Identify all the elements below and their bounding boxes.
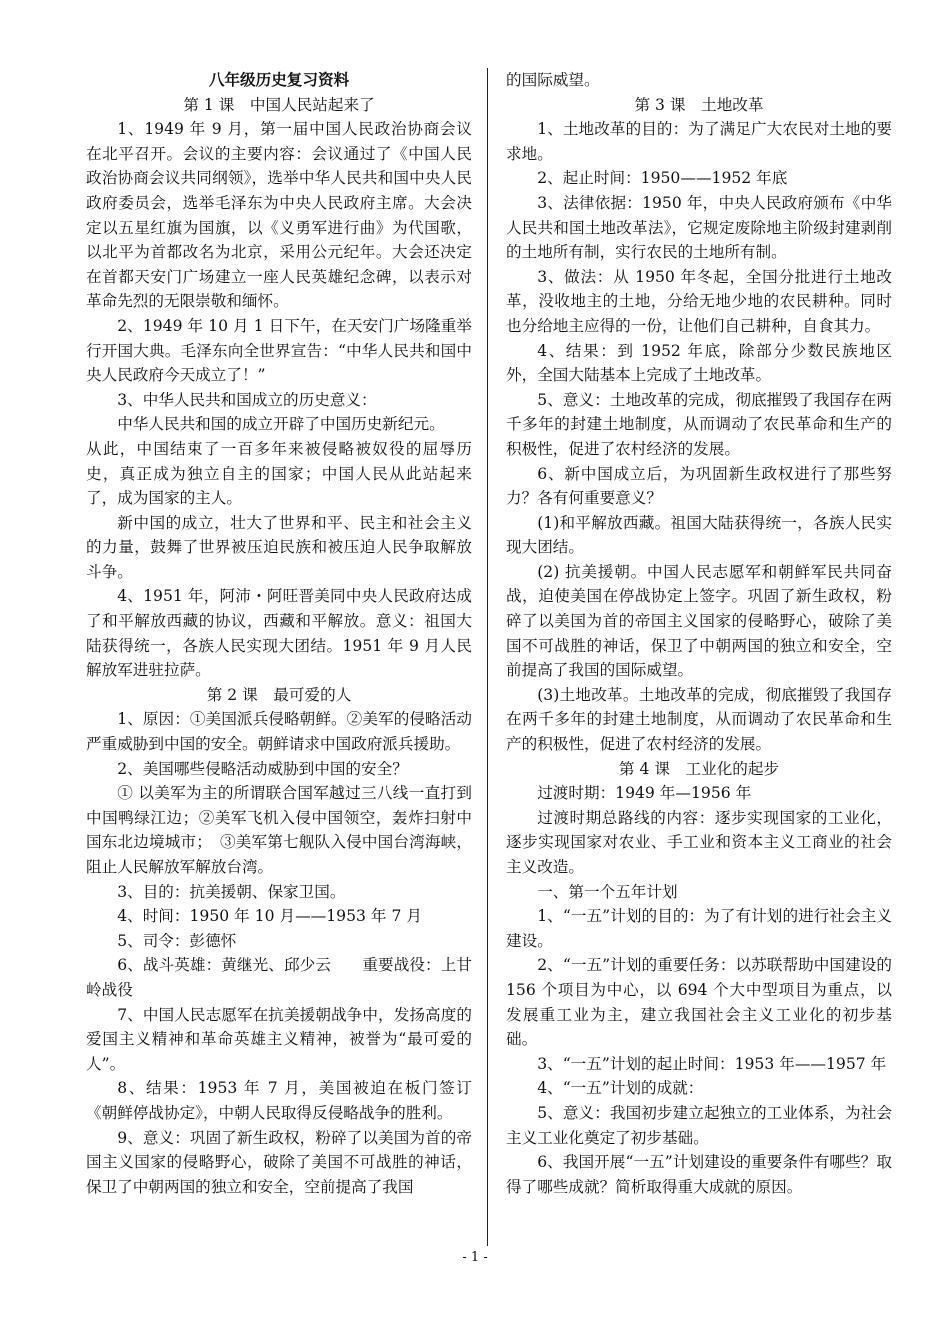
paragraph: ① 以美军为主的所谓联合国军越过三八线一直打到中国鸭绿江边；②美军飞机入侵中国领空，轰炸扫射中国东北边境城市； ③美军第七舰队入侵中国台湾海峡，阻止人民解放军解放台湾。: [86, 784, 472, 876]
paragraph: 5、司令：彭德怀: [117, 931, 237, 950]
right-column: [506, 68, 892, 1199]
paragraph: 1、土地改革的目的：为了满足广大农民对土地的要求地。: [506, 120, 892, 163]
paragraph: 4、1951 年，阿沛・阿旺晋美同中央人民政府达成了和平解放西藏的协议，西藏和平解放。意义：祖国大陆获得统一，各族人民实现大团结。1951 年 9 月人民解放军进驻拉萨。: [86, 587, 472, 680]
paragraph: 3、中华人民共和国成立的历史意义：: [117, 390, 377, 409]
paragraph: 8、结果：1953 年 7 月，美国被迫在板门签订《朝鲜停战协定》，中朝人民取得反侵略战争的胜利。: [86, 1079, 472, 1122]
paragraph: 新中国的成立，壮大了世界和平、民主和社会主义的力量，鼓舞了世界被压迫民族和被压迫人民争取解放斗争。: [86, 513, 472, 581]
paragraph: 3、法律依据：1950 年，中央人民政府颁布《中华人民共和国土地改革法》，它规定废除地主阶级封建剥削的土地所有制，实行农民的土地所有制。: [506, 193, 892, 262]
page-number: - 1 -: [462, 1250, 488, 1265]
paragraph: 过渡时期总路线的内容：逐步实现国家的工业化，逐步实现国家对农业、手工业和资本主义工商业的社会主义改造。: [506, 808, 892, 876]
paragraph: 6、我国开展“一五”计划建设的重要条件有哪些？取得了哪些成就？简析取得重大成就的原因。: [506, 1153, 892, 1196]
lesson-4-title: 第 4 课 工业化的起步: [618, 759, 780, 778]
paragraph: 2、1949 年 10 月 1 日下午，在天安门广场隆重举行开国大典。毛泽东向全世界宣告：“中华人民共和国中央人民政府今天成立了！”: [86, 316, 472, 385]
lesson-1-title: 第 1 课 中国人民站起来了: [183, 95, 375, 114]
paragraph: 从此，中国结束了一百多年来被侵略被奴役的屈辱历史，真正成为独立自主的国家；中国人民从此站起来了，成为国家的主人。: [86, 439, 472, 508]
paragraph: 6、战斗英雄：黄继光、邱少云 重要战役：上甘岭战役: [86, 956, 472, 999]
left-column: [86, 68, 472, 1199]
paragraph: 中华人民共和国的成立开辟了中国历史新纪元。: [117, 415, 445, 434]
paragraph: 3、做法：从 1950 年冬起，全国分批进行土地改革，没收地主的土地，分给无地少地的农民耕种。同时也分给地主应得的一份，让他们自己耕种，自食其力。: [506, 267, 892, 335]
paragraph: 4、结果：到 1952 年底，除部分少数民族地区外，全国大陆基本上完成了土地改革。: [506, 341, 892, 385]
paragraph: (3)土地改革。土地改革的完成，彻底摧毁了我国存在两千多年的封建土地制度，从而调动了农民革命和生产的积极性，促进了农村经济的发展。: [506, 685, 892, 754]
paragraph: 2、“一五”计划的重要任务：以苏联帮助中国建设的 156 个项目为中心，以 694 个大中型项目为重点，以发展重工业为主，建立我国社会主义工业化的初步基础。: [506, 956, 892, 1049]
paragraph: 2、美国哪些侵略活动威胁到中国的安全？: [117, 759, 408, 778]
paragraph: 6、新中国成立后，为巩固新生政权进行了那些努力？各有何重要意义？: [506, 464, 892, 508]
paragraph: 的国际威望。: [506, 71, 600, 89]
lesson-2-title: 第 2 课 最可爱的人: [206, 685, 352, 704]
lesson-3-title: 第 3 课 土地改革: [634, 95, 764, 114]
paragraph: 一、第一个五年计划: [537, 882, 678, 901]
document-title: 八年级历史复习资料: [208, 71, 350, 89]
paragraph: 3、“一五”计划的起止时间：1953 年——1957 年: [537, 1054, 887, 1073]
paragraph: 5、意义：土地改革的完成，彻底摧毁了我国存在两千多年的封建土地制度，从而调动了农民革命和生产的积极性，促进了农村经济的发展。: [506, 390, 892, 458]
column-divider: [487, 68, 488, 1246]
paragraph: 7、中国人民志愿军在抗美援朝战争中，发扬高度的爱国主义精神和革命英雄主义精神，被誉为“最可爱的人”。: [86, 1005, 472, 1073]
paragraph: 5、意义：我国初步建立起独立的工业体系，为社会主义工业化奠定了初步基础。: [506, 1103, 892, 1147]
paragraph: 4、“一五”计划的成就：: [537, 1079, 704, 1098]
paragraph: 1、原因：①美国派兵侵略朝鲜。②美军的侵略活动严重威胁到中国的安全。朝鲜请求中国政府派兵援助。: [86, 710, 472, 754]
paragraph: 4、时间：1950 年 10 月——1953 年 7 月: [117, 907, 422, 926]
paragraph: 过渡时期：1949 年—1956 年: [537, 784, 752, 803]
paragraph: 3、目的：抗美援朝、保家卫国。: [117, 882, 346, 901]
paragraph: (2) 抗美援朝。中国人民志愿军和朝鲜军民共同奋战，迫使美国在停战协定上签字。巩固了新生政权，粉碎了以美国为首的帝国主义国家的侵略野心，破除了美国不可战胜的神话，保卫了中朝两国的独立和安全，空前提高了我国的国际威望。: [506, 562, 892, 680]
paragraph: 9、意义：巩固了新生政权，粉碎了以美国为首的帝国主义国家的侵略野心，破除了美国不可战胜的神话，保卫了中朝两国的独立和安全，空前提高了我国: [86, 1128, 472, 1196]
paragraph: 1、1949 年 9 月，第一届中国人民政治协商会议在北平召开。会议的主要内容：会议通过了《中国人民政治协商会议共同纲领》，选举中华人民共和国中央人民政府委员会，选举毛泽东为中央人民政府主席。大会决定以五星红旗为国旗，以《义勇军进行曲》为代国歌，以北平为首都改名为北京，采用公元纪年。大会还决定在首都天安门广场建立一座人民英雄纪念碑，以表示对革命先烈的无限崇敬和缅怀。: [86, 120, 472, 311]
paragraph: (1)和平解放西藏。祖国大陆获得统一，各族人民实现大团结。: [506, 513, 892, 557]
paragraph: 2、起止时间：1950——1952 年底: [537, 169, 788, 188]
paragraph: 1、“一五”计划的目的：为了有计划的进行社会主义建设。: [506, 907, 892, 950]
